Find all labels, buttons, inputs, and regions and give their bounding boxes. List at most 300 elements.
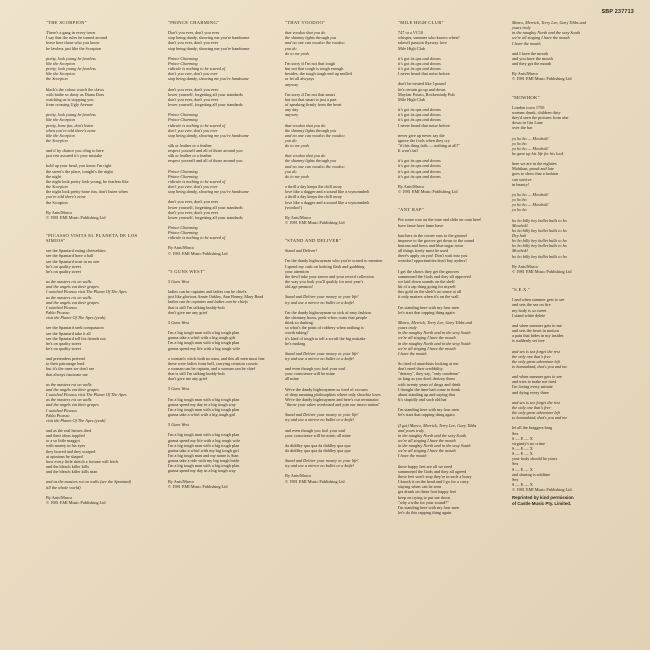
lyric-line: "throw your sakes overboard and join our insect nation" (285, 402, 381, 408)
lyric-line: your conscience will be mine (285, 371, 335, 377)
lyric-line: and as the real heroes died (46, 428, 91, 433)
lyric-line: see the Spaniard tell his friends out (46, 335, 106, 341)
lyric-line: the chimney boots, peek-a-boo coats that people (285, 314, 368, 320)
column-5 (512, 20, 616, 519)
lyric-line: and sex is sex forget the rest (512, 399, 560, 405)
lyric-line: don't give me any grief (168, 376, 208, 382)
lyric-line: love like a dagger and a sound like a wynonmbelt (285, 199, 370, 205)
lyric-line: I watched Picasso visit The Planet Of The Apes (46, 289, 127, 295)
songwriter-credit: By Ants/Marco (512, 71, 539, 77)
song-title: "STAND AND DELIVER" (285, 238, 342, 244)
lyric-line: with twenty years of drugs and drink (398, 381, 461, 387)
lyric-line: I'm standing here with my four men (398, 504, 459, 510)
copyright-notice: © 1981 EMI Music Publishing Ltd (512, 268, 572, 274)
lyric-line: it's got its ups and downs (398, 112, 441, 118)
lyric-line: I watched Picasso (46, 304, 77, 310)
lyric-line: yo ho ho — Mowhok! (512, 145, 549, 151)
lyric-line: don't you ever, don't you ever (168, 199, 219, 205)
lyric-line: be lawless just like the Scorpion (46, 45, 101, 51)
column-4 (398, 20, 502, 528)
lyric-line: I'm the dandy highwayman so sick of easy fashion (285, 309, 371, 315)
lyric-line: Prince Charming (168, 60, 198, 66)
lyric-line: think so dashing (285, 320, 313, 326)
lyric-line: I'm sorry if I'm not that tough (285, 60, 336, 66)
lyric-line: bit of a rap thing going for myself (398, 284, 456, 290)
lyric-line: don't you ever, don't you ever (168, 96, 219, 102)
lyric-line: I thought the time had come to think (398, 386, 460, 392)
copyright-notice: © 1981 EMI Music Publishing Ltd (398, 189, 458, 195)
lyric-line: ho ho billy hey bullet bulls to ho (512, 253, 567, 259)
lyric-line: you do (285, 45, 297, 51)
catalog-number: SBP 237713 (601, 9, 634, 15)
lyric-line: Prince Charming (168, 230, 198, 236)
lyric-line: stop being dandy, showing me you're handsome (168, 45, 250, 51)
lyric-line: ridicule is nothing to be scared of (168, 66, 226, 72)
lyric-line: I'm standing here with my four men (398, 304, 459, 310)
lyric-line: or let all alwyays (285, 76, 315, 82)
lyric-line: have fame have fame have (398, 222, 444, 228)
lyric-line: pretty, look young he fearless (46, 112, 96, 118)
lyric-line: it's got its ups and downs (398, 158, 441, 164)
copyright-notice: © 1981 EMI Music Publishing Ltd (285, 478, 345, 484)
lyric-line: we're all singing I have the mouth (398, 438, 456, 443)
lyric-line: Stand and Deliver! (285, 248, 318, 254)
lyric-line: pretty, bone fun, don't listen (46, 122, 94, 128)
copyright-notice: © 1981 EMI Music Publishing Ltd (168, 250, 228, 256)
lyric-line: hold up your head, you know I'm right (46, 163, 112, 169)
lyric-line: these feet won't stop they're in such a hurry (398, 473, 472, 479)
lyric-line: in the naughty North and the sexy South (398, 432, 467, 438)
lyric-line: respect yourself and all of those around you (168, 148, 243, 154)
lyric-line: your body should be yours (512, 456, 558, 462)
lyric-line: 5 Guns West (168, 386, 190, 392)
lyric-line: I stand white delete (512, 312, 546, 318)
lyric-line: the only great adventure left (512, 410, 560, 416)
lyric-line: and you have the mouth (512, 55, 553, 61)
song-title: "S.E.X." (512, 287, 531, 293)
lyric-line: butchers in the corner ears to the ground (398, 232, 467, 238)
lyric-line: it's got its ups and downs (398, 55, 441, 61)
lyric-line: (I got) Marco, Merrick, Terry Lee, Gary Tibbs (398, 422, 477, 428)
song-title: "MILE HIGH CLUB" (398, 20, 444, 25)
lyric-line: I and when summer gets to see (512, 297, 565, 303)
lyric-line: Pablo Picasso (46, 310, 70, 316)
song-block (46, 20, 150, 220)
song-title: "MOWHOK" (512, 94, 540, 100)
song-title: "ANT RAP" (398, 207, 424, 213)
lyric-line: Mile High Club (398, 96, 425, 102)
lyric-line: visit the Planet Of The Apes (yeah) (46, 417, 106, 423)
lyric-line: Prince Charming (168, 173, 198, 179)
lyric-line: I have the mouth (398, 350, 427, 356)
lyric-line: It's stupidly and such old hat (398, 397, 447, 403)
lyric-line: I'm standing here with my four men (398, 407, 459, 413)
lyric-line: see the Spaniard have a ball (46, 253, 94, 259)
lyric-line: just rest assured it's your mistake (46, 153, 103, 159)
lyric-line: and dying every three (512, 389, 549, 395)
songwriter-credit: By Ants/Marco (512, 263, 539, 269)
lyric-line: just like glorious Annie Oakley, Ann Bonny, Mary Read (168, 294, 264, 300)
lyric-line: improve to the groove get down to the sound (398, 237, 475, 243)
lyric-line: do to me yeah (285, 50, 309, 56)
lyric-line: it's got its ups and downs (398, 163, 441, 169)
lyric-line: don't you ever, don't you ever (168, 209, 219, 215)
lyric-line: I'm a big tough man with a big tough plan (168, 396, 240, 402)
lyric-line: of speaking firmly from the heart (285, 102, 342, 108)
lyric-line: so what's the point of robbery when nothing is (285, 325, 364, 331)
lyric-line: a pain that hides in my insides (512, 333, 564, 339)
lyric-line: S — E — X (512, 466, 533, 472)
lyric-line: and sharing is sublime (512, 471, 551, 477)
lyric-line: gonna spend my life with a big tough wife (168, 437, 241, 443)
lyric-line: it's kind of tough to tell a scruff the big mistake (285, 335, 366, 341)
lyric-line: I'm a big tough man with a big tough plan (168, 340, 240, 346)
lyric-line: anyway (285, 81, 299, 87)
lyric-line: and when summer gets to see (512, 374, 562, 380)
song-title: "THAT VOODOO" (285, 20, 326, 25)
lyric-line: Marco, Merrick, Terry Lee, Gary Tibbs and (398, 319, 472, 325)
lyric-line: summoned the Gods and they all approved (398, 273, 471, 279)
lyric-line: it's got its ups and downs (398, 168, 441, 174)
lyric-line: that is still I'm talking buddy-bob (168, 371, 225, 377)
lyric-line: down in Gin Lane (512, 120, 543, 126)
reprint-line: Reprinted by kind permission (512, 495, 574, 501)
lyric-line: stop being dandy, showing me you're handsome (168, 76, 249, 82)
lyric-line: da diddley qua qua da diddley qua qua (285, 442, 351, 448)
lyric-line: that voodoo that you do (285, 30, 326, 36)
song-block (398, 207, 502, 515)
lyric-line: my body is so sweet (512, 307, 547, 313)
lyric-line: see the Spaniard seek compassion (46, 325, 104, 331)
lyric-line: they'd seen the pictures from afar (512, 115, 569, 121)
lyric-line: from crossing Ugly Avenue (46, 102, 93, 108)
lyric-line: ladies can be captains and ladies can be chiefs (168, 299, 248, 305)
lyric-line: can survive (512, 176, 532, 182)
lyric-line: Sex (512, 461, 519, 467)
lyric-line: let's do this rapping thing again (398, 510, 452, 516)
lyric-line: ridicule is nothing to be scared of (168, 178, 226, 184)
lyric-line: ridicule is nothing to be scared of (168, 235, 226, 241)
lyric-line: I'm a big tough man with a big tough plan (168, 406, 240, 412)
lyric-line: leave here those who you know (46, 40, 100, 46)
lyric-line: summoned the Gods and they all agreed (398, 468, 467, 474)
lyric-line: that always fascinate me (46, 371, 88, 377)
lyric-line: your conscience will be mine, all mine (285, 432, 351, 438)
lyric-line: that voodoo that you do (285, 122, 326, 128)
lyric-line: lower yourself, forgetting all your standards (168, 204, 243, 210)
lyric-line: (voodoo!) (285, 204, 302, 210)
lyric-line: the Scorpion (46, 76, 68, 82)
lyric-line: gonna take a whirl with a big tough girl (168, 412, 236, 418)
lyric-line: Mohikan, proud and late (512, 166, 554, 172)
songwriter-credit: By Ants/Marco (398, 183, 425, 189)
lyric-line: ho ho billy hey bullet bulls to ho (512, 243, 567, 249)
lyric-line: the Scorpion (46, 199, 68, 205)
lyric-line: and tries to make me tired (512, 379, 557, 385)
lyric-line: all mine (285, 376, 299, 382)
column-2 (168, 20, 272, 502)
lyric-line: Prince Charming (168, 55, 198, 61)
song-title: "PICASSO VISITA EL PLANETA DE LOS SIMIOS" (46, 233, 138, 244)
lyric-line: and when summer gets to me (512, 322, 562, 328)
lyric-line: Stand and Deliver your money or your life! (285, 458, 359, 464)
song-block (512, 95, 616, 275)
lyric-line: respect yourself and all of those around you (168, 158, 243, 164)
lyric-line: 5 Guns West (168, 422, 190, 428)
lyric-line: ho ho billy hey bullet bulls to ho (512, 217, 567, 223)
lyric-line: as the masters rot on walls (46, 279, 92, 285)
lyric-line: black's the colour watch the claws (46, 86, 105, 92)
lyric-line: we're all singing I have the mouth (512, 35, 570, 41)
lyric-line: and the angels eat their grapes (46, 299, 99, 305)
lyric-line: your attention (285, 268, 309, 274)
lyric-line: don't give me any grief (168, 309, 208, 315)
lyric-line: the only one that's free (512, 353, 551, 359)
lyric-line: the Scorpion (46, 184, 68, 190)
song-block (168, 20, 272, 256)
lyric-line: Mayfair Potato, Rockerstady Pub (398, 91, 455, 97)
lyric-line: worth taking? (285, 330, 309, 336)
lyric-line: in the naughty North and in the sexy South (398, 340, 471, 346)
lyric-line: is suddenly set free (512, 338, 545, 344)
lyric-line: ladies can be captains and ladies can be chiefs (168, 289, 247, 295)
lyric-line: lower yourself, forgetting all your standards (168, 91, 243, 97)
lyric-line: in the naughty North and in the sexy South (398, 330, 471, 336)
lyric-line: and sets the sea on fire (512, 302, 551, 308)
lyric-line: Stand and Deliver your money or your life! (285, 412, 359, 418)
song-block (285, 20, 389, 225)
lyric-line: We're the dandy highwaymen so tired of excuses (285, 386, 368, 392)
lyric-line: a woman can be captain, and a woman can be chief (168, 365, 256, 371)
lyric-line: as long as you don't destroy them (398, 376, 455, 382)
lyric-line: buttons and bows and blue sugar town (398, 243, 464, 248)
lyric-line: it's got its ups and downs (398, 117, 441, 123)
lyric-line: I get the shows they get the grooves (398, 268, 460, 274)
lyric-line: and the angels eat their grapes (46, 402, 99, 408)
lyric-line: the shimmy lights through you (285, 35, 337, 41)
lyric-line: they bowed and they scraped (46, 448, 96, 454)
lyric-line: he's certain go up and down (398, 86, 446, 92)
lyric-line: I watched Picasso visit The Planet Of The Apes (46, 392, 127, 398)
lyric-line: stop being dandy, showing me you're handsome (168, 189, 249, 195)
lyric-line: S — E — X (512, 451, 533, 457)
lyric-line: here we are in the eighties (512, 161, 557, 167)
song-block (285, 238, 389, 484)
lyric-line: pretty, look young he fearless (46, 66, 96, 72)
lyric-line: all things freely must be used (398, 248, 448, 254)
lyric-line: old age pension! (285, 284, 314, 290)
lyric-line: don't you ever, don't you ever (168, 184, 218, 190)
lyric-line: yo ho ho (512, 140, 527, 146)
song-block (168, 269, 272, 489)
lyric-line: in the naughty North and in the sexy South (398, 443, 471, 449)
lyric-line: women drunk, children dirty (512, 109, 561, 115)
lyric-line: but not that tough is tough enough (285, 66, 344, 72)
lyric-line: and even though you fool your soul (285, 427, 346, 433)
lyric-line: but it's the ones we don't see (46, 366, 95, 372)
lyric-line: the only one that's free (512, 404, 551, 410)
lyric-line: Don't you ever, don't you ever (168, 30, 220, 36)
lyric-line: this gold on the shelf's no sense at all (398, 289, 462, 295)
lyric-line: try and use a mirror no bullet or a knife! (285, 355, 355, 361)
lyric-line: the street's the place, tonight's the night (46, 168, 113, 174)
lyric-line: ridicule is nothing to be scared of (168, 122, 226, 128)
lyric-line: yours truly (398, 325, 417, 331)
lyric-line: I have the mouth (512, 40, 541, 46)
lyric-line: to a so little maggot (46, 438, 80, 444)
lyric-line: see the Spaniard trust in no one (46, 258, 100, 264)
lyric-line: ho ho billy hey bullet bulls to ho (512, 238, 567, 244)
lyric-line: these were ladies from hell, carrying crimson corsets (168, 360, 258, 366)
lyric-line: let all the braggers brag (512, 425, 553, 431)
lyric-line: let's start that rapping thing again (398, 309, 455, 315)
lyric-line: So tired of anarchists looking at me (398, 360, 459, 366)
lyric-line: the only great adventure left (512, 358, 560, 364)
lyric-line: see the Spaniard eating cheesebites (46, 248, 106, 254)
lyric-line: he's on quality street (46, 340, 81, 346)
lyric-line: I'm loving every minute (512, 384, 553, 390)
lyric-line: you do (285, 168, 297, 174)
lyric-line: watching us is stopping you (46, 96, 94, 102)
lyric-line: at opinions he shaped (46, 453, 83, 459)
lyric-line: that voodoo that you do (285, 153, 326, 159)
copyright-notice: © 1981 EMI Music Publishing Ltd (168, 483, 228, 489)
lyric-line: the Scorpion (46, 137, 68, 143)
lyric-line: we're all singing I have the mouth (398, 345, 456, 351)
lyric-line: I never heard that noise before (398, 71, 450, 77)
lyric-line: da diddley qua qua da diddley qua qua (285, 448, 351, 453)
lyric-line: how every little sketch a fortune will fetch (46, 458, 119, 464)
lyric-line: in beauty! (512, 181, 530, 187)
lyric-line: I'm a big tough man with a big tough plan (168, 463, 240, 469)
lyric-line: 5 Guns West (168, 319, 190, 325)
lyric-line: don't be treated like I pound (398, 81, 446, 87)
lyric-line: see the Spaniard take it all (46, 330, 91, 336)
copyright-notice: © 1981 EMI Music Publishing Ltd (285, 220, 345, 225)
song-title: "5 GUNS WEST" (168, 268, 206, 274)
lyric-line: a thrill a day keeps the chill away (285, 184, 342, 190)
lyric-line: and no one can voodoo the voodoo (285, 40, 345, 46)
lyric-line: don't you ever, don't you ever (168, 86, 219, 92)
lyric-line: "if this thing fails — nothing at all!" (398, 142, 460, 148)
lyric-line: it only matters when it's on the wall (398, 294, 459, 300)
lyric-line: you do (285, 137, 297, 143)
lyric-line: Prince Charming (168, 225, 198, 230)
lyric-line: I knock it on the head and I go for a curry (398, 479, 469, 485)
lyric-line: Dry hail (512, 233, 527, 238)
lyric-line: whisper, summer who knows when? (398, 35, 460, 41)
lyric-line: I say that the rules be turned around (46, 35, 108, 41)
lyric-line: we're all singing I have the mouth (398, 335, 456, 341)
lyric-line: and no one can voodoo the voodoo (285, 132, 345, 138)
lyric-line: and their ideas toppled (46, 433, 85, 439)
lyric-line: "why a tribe for your sound?" (398, 499, 449, 505)
lyric-line: and if by chance you cling to here (46, 148, 104, 154)
lyric-line: visit the Planet Of The Apes (yeah) (46, 315, 106, 321)
lyric-line: "destroy", they say, "only condemn" (398, 371, 460, 377)
lyric-line: and they got the mouth (512, 61, 552, 67)
lyric-line: to humankind, that's you and me (512, 363, 568, 369)
lyric-line: to their patronage lend (46, 361, 85, 367)
lyric-line: the night look pretty look young, be fearless like (46, 178, 129, 184)
lyric-line: in the naughty North and the sexy South (512, 30, 581, 36)
songwriter-credit: By Ants/Marco (46, 209, 73, 215)
lyric-line: weirdos! opportunities don't buy ayders! (398, 258, 467, 264)
lyric-line: silk or leather or a feather (168, 153, 212, 159)
lyric-line: virginity's no crime (512, 440, 546, 446)
lyric-line: do to me yeah (285, 173, 309, 179)
lyric-line: I'm a big tough man with a big tough plan (168, 432, 240, 438)
lyric-line: don't you ever, don't you ever (168, 40, 219, 46)
lyric-line: you're told there's none (46, 194, 86, 200)
lyric-line: about standing up and saying that (398, 391, 456, 397)
lyric-line: and the bleach killer kills man (46, 469, 98, 475)
reprint-permission (512, 495, 616, 505)
lyric-line: silk or leather or a feather (168, 142, 212, 148)
lyric-line: There's a gang in every town (46, 30, 96, 36)
lyric-line: pretty, look young he fearless (46, 55, 96, 61)
lyric-line: like the Scorpion (46, 132, 75, 138)
songwriter-credit: By Ants/Marco (285, 473, 312, 479)
lyric-line: that is still I'm talking buddy-bob (168, 304, 225, 310)
song-block (512, 287, 616, 506)
lyric-line: Prince Charming (168, 117, 198, 123)
lyric-line: with bathe so dusty as Diana Dors (46, 91, 105, 97)
lyric-line: yo ho ho — Mowhok! (512, 191, 549, 197)
lyric-line: it's got its ups and downs (398, 107, 441, 113)
lyric-line: takeoff passion flyaway love (398, 40, 447, 46)
song-block (398, 20, 502, 194)
songwriter-credit: By Ants/Marco (168, 478, 195, 484)
lyric-line: don't need their credibility (398, 366, 443, 372)
lyric-line: anywey (285, 112, 299, 118)
lyric-line: yo ho ho — Mowhok! (512, 135, 549, 141)
songwriter-credit: By Ants/Marco (168, 245, 195, 251)
lyric-line: I watched Picasso (46, 407, 77, 413)
lyric-line: gonna spend my life with a big tough wife (168, 345, 241, 351)
lyric-line: like the Scorpion (46, 60, 75, 66)
lyric-line: the shimmy lights through you (285, 158, 337, 164)
lyric-line: staying when can be seen (398, 484, 442, 490)
lyric-line: as the masters rot on walls (46, 397, 92, 403)
lyric-line: he's on quality street (46, 268, 81, 274)
lyric-line: Sex (512, 476, 519, 482)
lyric-line: Pablo Picasso (46, 412, 70, 418)
lyric-line: it's got its ups and downs (398, 173, 441, 179)
lyric-line: lower yourself, forgetting all your standards (168, 102, 243, 108)
lyric-line: and pretenders pretend (46, 356, 85, 362)
lyric-line: It won't fail (398, 148, 418, 154)
lyric-line: I never heard that noise before (398, 122, 450, 128)
lyric-line: yo ho ho (512, 197, 527, 203)
lyric-line: it's got its ups and downs (398, 60, 441, 66)
lyric-line: there's apply on you! Don't wait into you (398, 253, 468, 259)
lyric-line: and sets the heart in motion (512, 328, 559, 334)
reprint-line: of Castle Music Pty. Limited. (512, 500, 572, 506)
lyric-line: yo ho ho (512, 207, 527, 213)
lyric-line: I'm sorry if I'm not that smart (285, 91, 335, 97)
lyric-line: gonna take a whirl with a big tough gift (168, 335, 236, 341)
song-block (46, 233, 150, 505)
lyric-line: Mowhok! (512, 248, 529, 254)
lyric-line: ho ho billy hey bullet bulls to ho (512, 227, 567, 233)
lyric-line: over the bar (512, 125, 533, 131)
lyric-line: don't you ever, don't you ever (168, 127, 218, 133)
lyric-line: and the angels eat their grapes (46, 386, 99, 392)
lyric-line: S — E — X (512, 446, 533, 451)
lyric-line: never give up never say die (398, 132, 445, 138)
lyric-line: Put some wax on the tone and slide on outa here! (398, 217, 482, 223)
